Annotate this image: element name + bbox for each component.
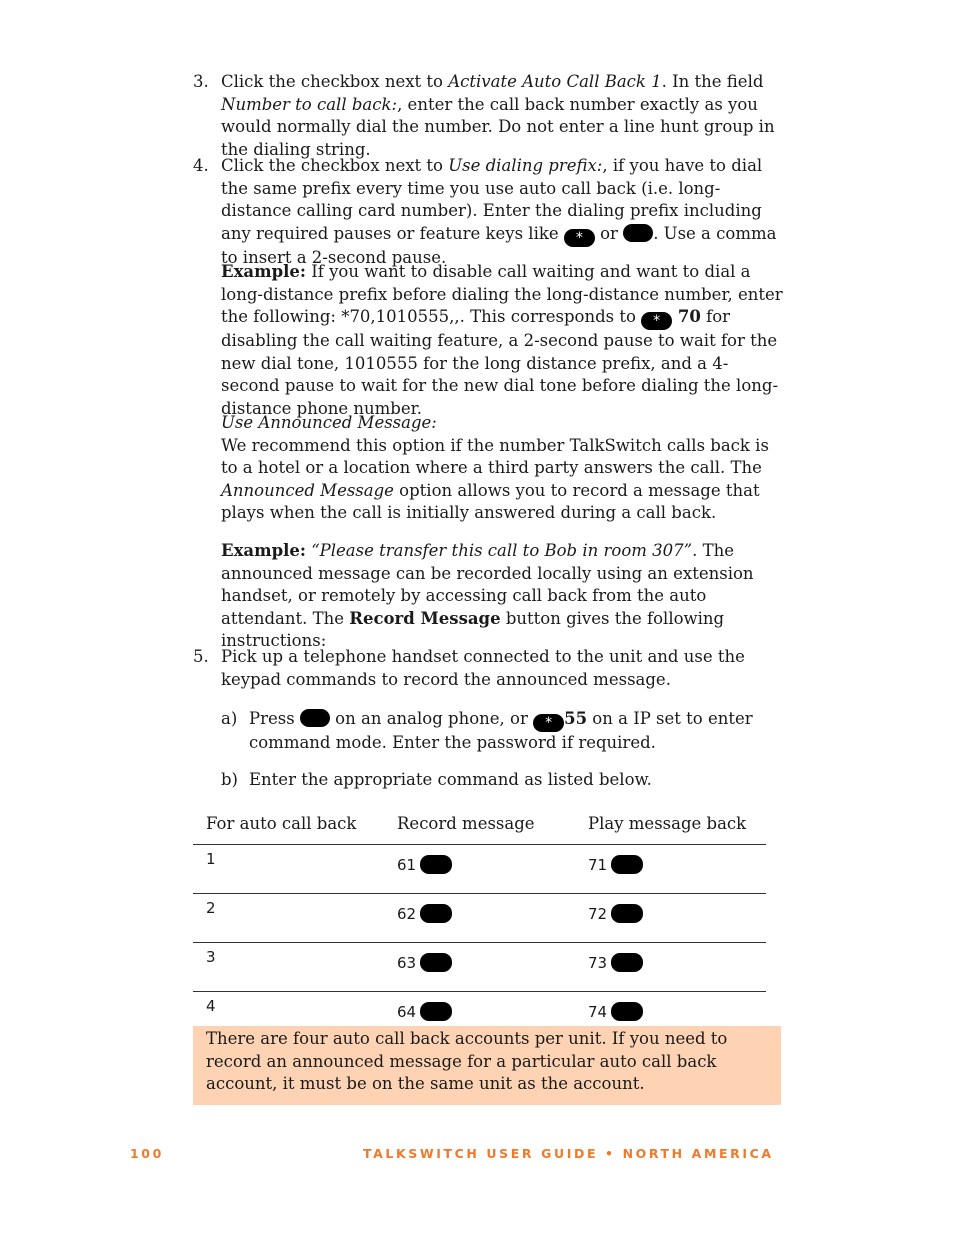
column-header: Play message back — [575, 806, 766, 845]
note-box: There are four auto call back accounts per unit. If you need to record an announced message for a particular auto call back account, it must be on the same unit as the account. — [193, 1026, 781, 1105]
table-header-row — [193, 806, 766, 845]
star-key-icon: * — [641, 312, 672, 330]
page-number: 100 — [130, 1146, 164, 1161]
table-row: 2 62 72 — [193, 894, 766, 943]
star-key-icon: * — [564, 229, 595, 247]
pound-key-icon — [611, 855, 643, 874]
example-paragraph-1: Example: If you want to disable call waiting and want to dial a long-distance prefix before dialing the long-distance number, enter the following: *70,1010555,,. This corresponds to * 70 for disabling the call waiting feature, a 2-second pause to wait for the new dial tone, 1010555 for the long distance prefix, and a 4-second pause to wait for the new dial tone before dialing the long-distance phone number. — [221, 262, 783, 418]
pound-key-icon — [300, 709, 330, 727]
step-3: 3. Click the checkbox next to Activate Auto Call Back 1. In the field Number to call back:, enter the call back number exactly as you would normally dial the number. Do not enter a line hunt group in the dialing string. — [193, 72, 775, 159]
pound-key-icon — [611, 904, 643, 923]
pound-key-icon — [420, 953, 452, 972]
step-number: 4. — [193, 156, 209, 175]
step-4: 4. Click the checkbox next to Use dialing prefix:, if you have to dial the same prefix every time you use auto call back (i.e. long-distance calling card number). Enter the dialing prefix including any required pauses or feature keys like * or . Use a comma to insert a 2-second pause. — [193, 156, 777, 267]
column-header: For auto call back — [193, 806, 384, 845]
command-table — [193, 806, 766, 1040]
pound-key-icon — [420, 1002, 452, 1021]
step-number: 3. — [193, 72, 209, 91]
pound-key-icon — [623, 224, 653, 242]
column-header: Record message — [384, 806, 575, 845]
star-key-icon: * — [533, 714, 564, 732]
section-heading: Use Announced Message: — [221, 413, 437, 432]
pound-key-icon — [420, 855, 452, 874]
footer-title: TALKSWITCH USER GUIDE • NORTH AMERICA — [363, 1146, 774, 1161]
announced-message-section: Use Announced Message: We recommend this option if the number TalkSwitch calls back is to a hotel or a location where a third party answers the call. The Announced Message option allows you to record a message that plays when the call is initially answered during a call back. — [221, 413, 769, 522]
substep-a: a) Press on an analog phone, or * 55 on a IP set to enter command mode. Enter the password if required. — [221, 709, 753, 752]
step-5: 5. Pick up a telephone handset connected to the unit and use the keypad commands to record the announced message. — [193, 647, 745, 689]
example-paragraph-2: Example: “Please transfer this call to Bob in room 307”. The announced message can be recorded locally using an extension handset, or remotely by accessing call back from the auto attendant. The Record Message button gives the following instructions: — [221, 541, 754, 650]
pound-key-icon — [611, 953, 643, 972]
pound-key-icon — [611, 1002, 643, 1021]
table-row: 3 63 73 — [193, 943, 766, 992]
table-row: 1 61 71 — [193, 845, 766, 894]
pound-key-icon — [420, 904, 452, 923]
substep-b: b) Enter the appropriate command as listed below. — [221, 770, 652, 789]
step-number: 5. — [193, 647, 209, 666]
table-row: 4 64 74 — [193, 992, 766, 1041]
